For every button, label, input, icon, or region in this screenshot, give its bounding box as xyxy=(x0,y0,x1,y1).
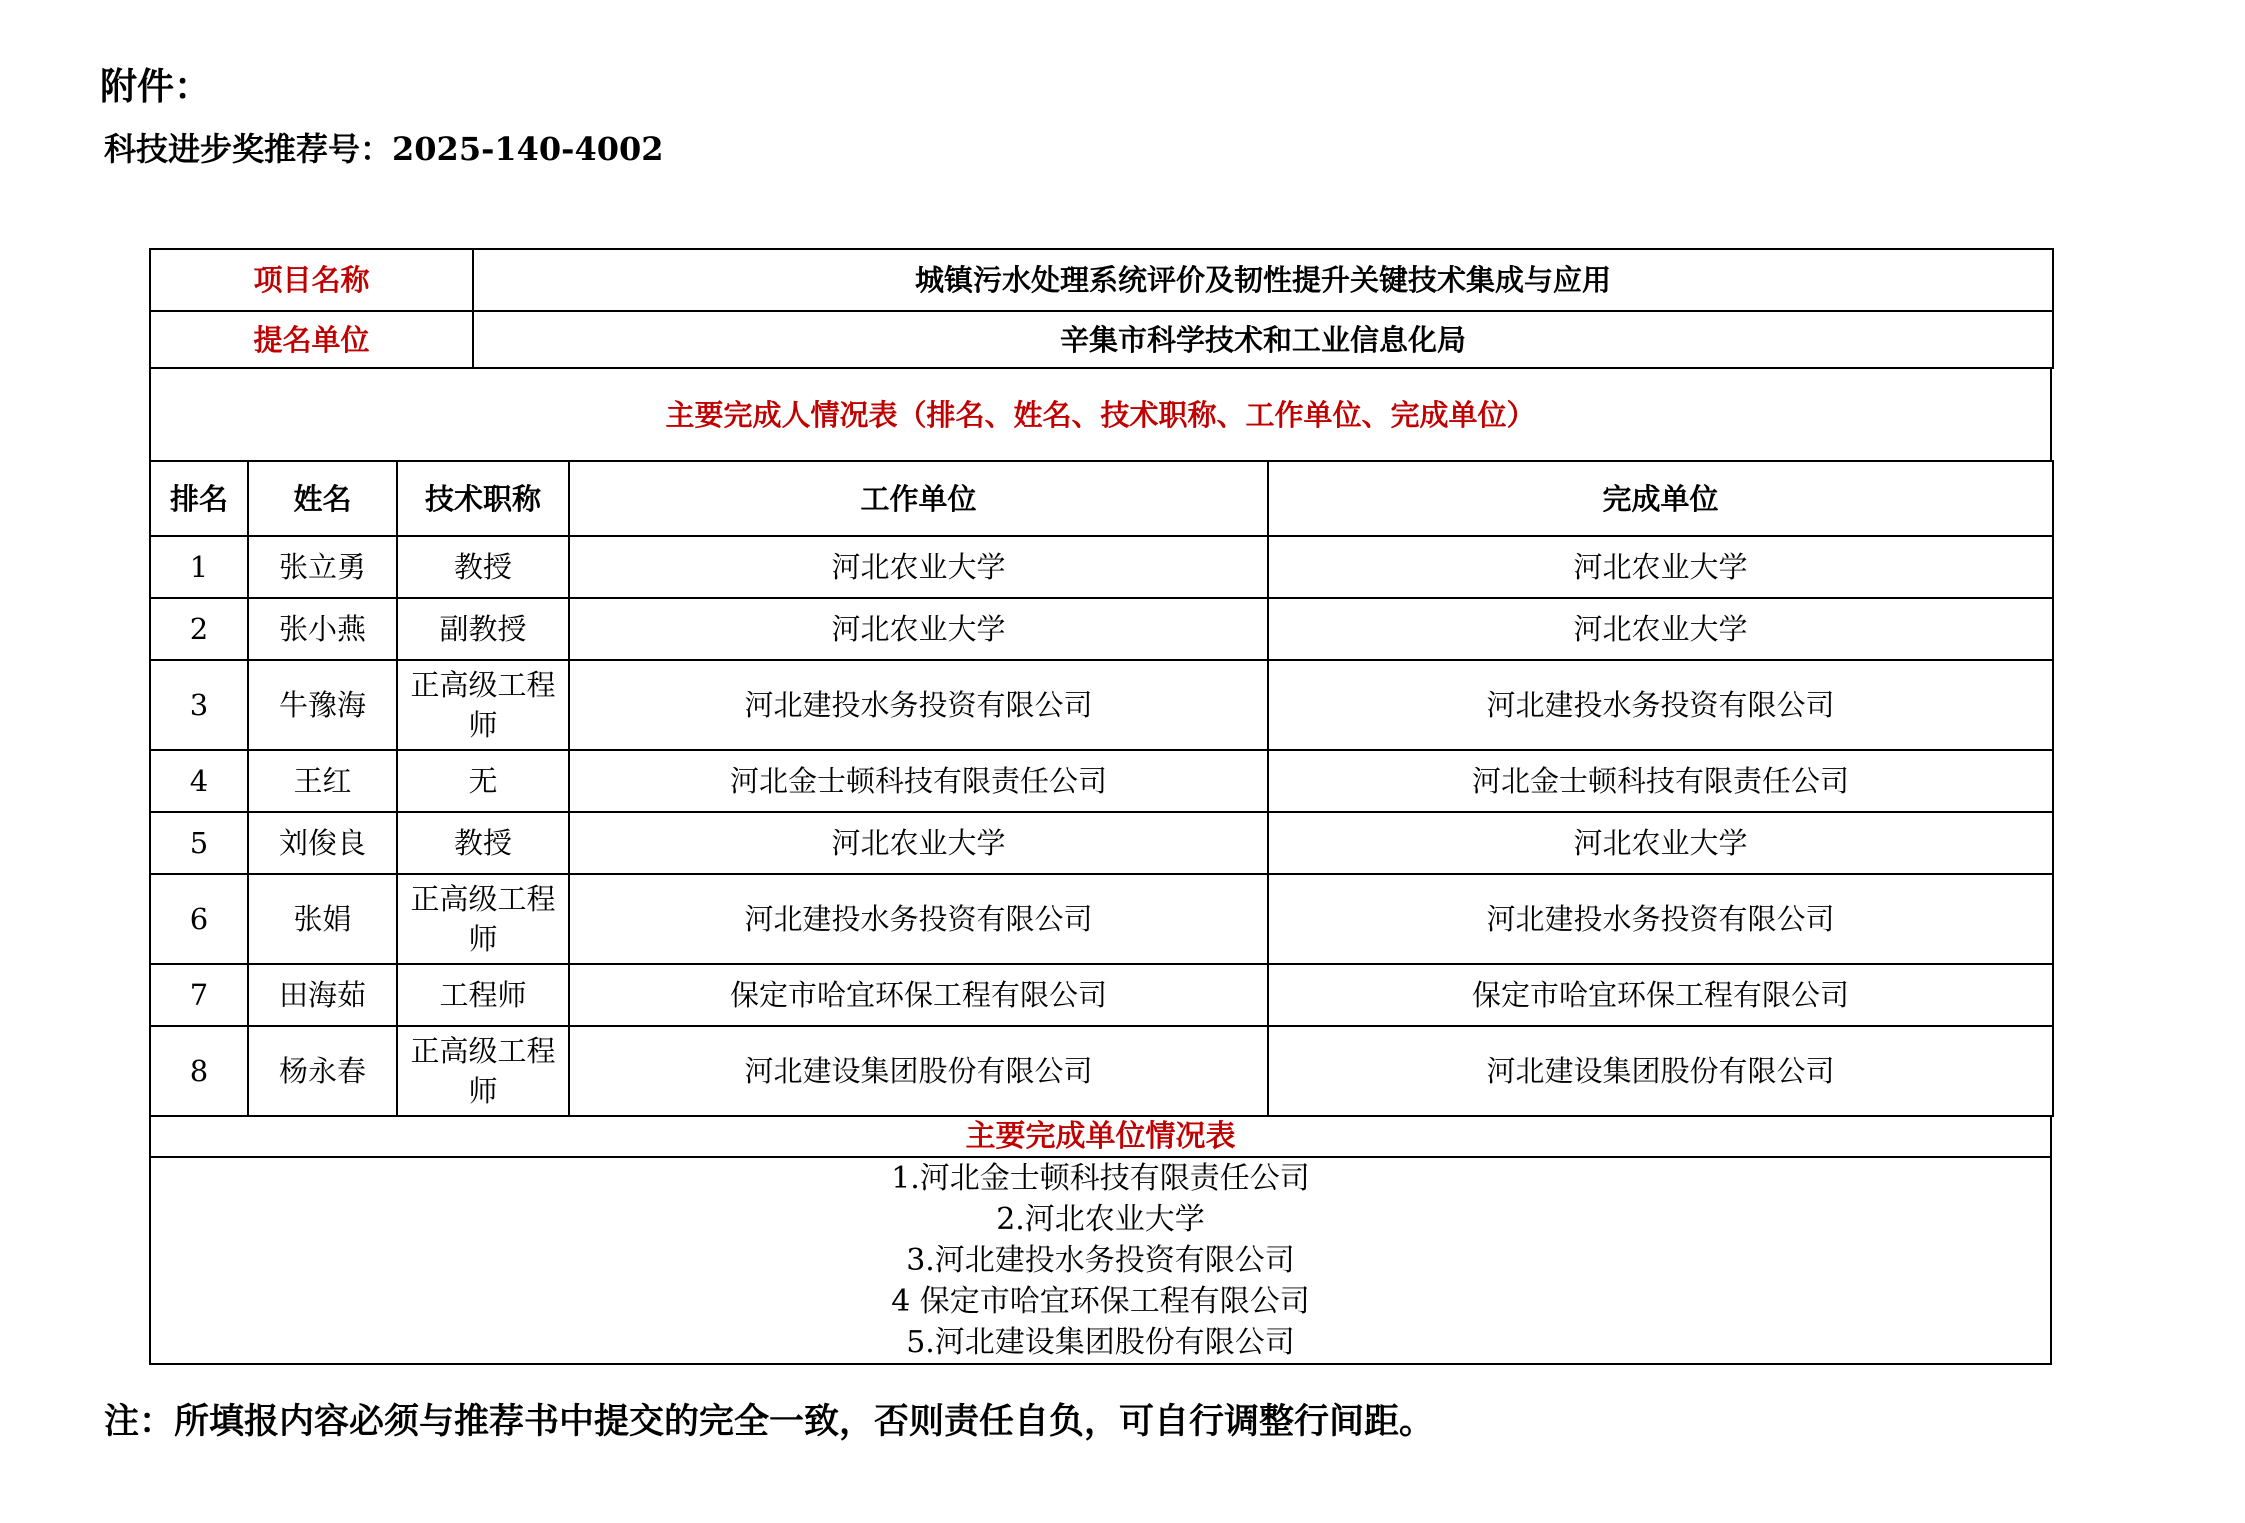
work-unit-cell: 河北金士顿科技有限责任公司 xyxy=(569,750,1268,812)
title-cell: 工程师 xyxy=(397,964,569,1026)
completers-header-row xyxy=(150,461,2053,536)
title-cell: 正高级工程师 xyxy=(397,1026,569,1116)
table-row xyxy=(150,812,2053,874)
attachment-label: 附件： xyxy=(100,64,211,108)
award-table xyxy=(149,248,2052,1365)
completion-unit-cell: 河北建设集团股份有限公司 xyxy=(1268,1026,2053,1116)
name-cell: 杨永春 xyxy=(248,1026,397,1116)
column-header-work-unit: 工作单位 xyxy=(569,461,1268,536)
title-cell: 无 xyxy=(397,750,569,812)
title-cell: 副教授 xyxy=(397,598,569,660)
table-row xyxy=(150,750,2053,812)
completers-section-title: 主要完成人情况表（排名、姓名、技术职称、工作单位、完成单位） xyxy=(150,368,2051,461)
recommendation-number: 2025-140-4002 xyxy=(392,130,664,168)
rank-cell: 2 xyxy=(150,598,248,660)
completion-unit-cell: 河北农业大学 xyxy=(1268,536,2053,598)
column-header-name: 姓名 xyxy=(248,461,397,536)
name-cell: 张立勇 xyxy=(248,536,397,598)
nominating-unit-row xyxy=(150,311,2053,368)
recommendation-label: 科技进步奖推荐号： xyxy=(104,130,393,168)
rank-cell: 7 xyxy=(150,964,248,1026)
nominating-unit-label: 提名单位 xyxy=(150,311,473,368)
units-section xyxy=(149,1115,2052,1158)
work-unit-cell: 河北农业大学 xyxy=(569,812,1268,874)
rank-cell: 6 xyxy=(150,874,248,964)
work-unit-cell: 河北建投水务投资有限公司 xyxy=(569,874,1268,964)
work-unit-cell: 河北农业大学 xyxy=(569,536,1268,598)
column-header-rank: 排名 xyxy=(150,461,248,536)
project-name-label: 项目名称 xyxy=(150,249,473,311)
table-row xyxy=(150,964,2053,1026)
name-cell: 张小燕 xyxy=(248,598,397,660)
completion-unit-cell: 河北农业大学 xyxy=(1268,812,2053,874)
completion-unit-cell: 河北建投水务投资有限公司 xyxy=(1268,874,2053,964)
list-item: 3.河北建投水务投资有限公司 xyxy=(906,1243,1295,1278)
completion-unit-cell: 保定市哈宜环保工程有限公司 xyxy=(1268,964,2053,1026)
name-cell: 刘俊良 xyxy=(248,812,397,874)
recommendation-line xyxy=(104,124,664,170)
column-header-completion-unit: 完成单位 xyxy=(1268,461,2053,536)
name-cell: 王红 xyxy=(248,750,397,812)
work-unit-cell: 河北建设集团股份有限公司 xyxy=(569,1026,1268,1116)
rank-cell: 4 xyxy=(150,750,248,812)
name-cell: 牛豫海 xyxy=(248,660,397,750)
completion-unit-cell: 河北建投水务投资有限公司 xyxy=(1268,660,2053,750)
rank-cell: 1 xyxy=(150,536,248,598)
completers-section xyxy=(149,367,2052,462)
rank-cell: 3 xyxy=(150,660,248,750)
note-text: 注：所填报内容必须与推荐书中提交的完全一致，否则责任自负，可自行调整行间距。 xyxy=(104,1401,1435,1442)
table-row xyxy=(150,598,2053,660)
completion-unit-cell: 河北金士顿科技有限责任公司 xyxy=(1268,750,2053,812)
completion-unit-cell: 河北农业大学 xyxy=(1268,598,2053,660)
list-item: 2.河北农业大学 xyxy=(996,1202,1205,1237)
work-unit-cell: 保定市哈宜环保工程有限公司 xyxy=(569,964,1268,1026)
name-cell: 张娟 xyxy=(248,874,397,964)
units-section-title: 主要完成单位情况表 xyxy=(150,1116,2051,1157)
rank-cell: 5 xyxy=(150,812,248,874)
list-item: 1.河北金士顿科技有限责任公司 xyxy=(891,1161,1310,1196)
title-cell: 正高级工程师 xyxy=(397,874,569,964)
project-name-row xyxy=(150,249,2053,311)
rank-cell: 8 xyxy=(150,1026,248,1116)
work-unit-cell: 河北农业大学 xyxy=(569,598,1268,660)
table-row xyxy=(150,536,2053,598)
list-item: 4 保定市哈宜环保工程有限公司 xyxy=(891,1284,1310,1319)
completers-table xyxy=(149,460,2054,1117)
column-header-title: 技术职称 xyxy=(397,461,569,536)
title-cell: 正高级工程师 xyxy=(397,660,569,750)
units-list xyxy=(150,1157,2051,1364)
units-list-table xyxy=(149,1156,2052,1365)
table-row xyxy=(150,874,2053,964)
work-unit-cell: 河北建投水务投资有限公司 xyxy=(569,660,1268,750)
table-row xyxy=(150,660,2053,750)
name-cell: 田海茹 xyxy=(248,964,397,1026)
project-info-table xyxy=(149,248,2054,369)
table-row xyxy=(150,1026,2053,1116)
title-cell: 教授 xyxy=(397,812,569,874)
title-cell: 教授 xyxy=(397,536,569,598)
project-name-value: 城镇污水处理系统评价及韧性提升关键技术集成与应用 xyxy=(473,249,2053,311)
nominating-unit-value: 辛集市科学技术和工业信息化局 xyxy=(473,311,2053,368)
list-item: 5.河北建设集团股份有限公司 xyxy=(906,1325,1295,1360)
